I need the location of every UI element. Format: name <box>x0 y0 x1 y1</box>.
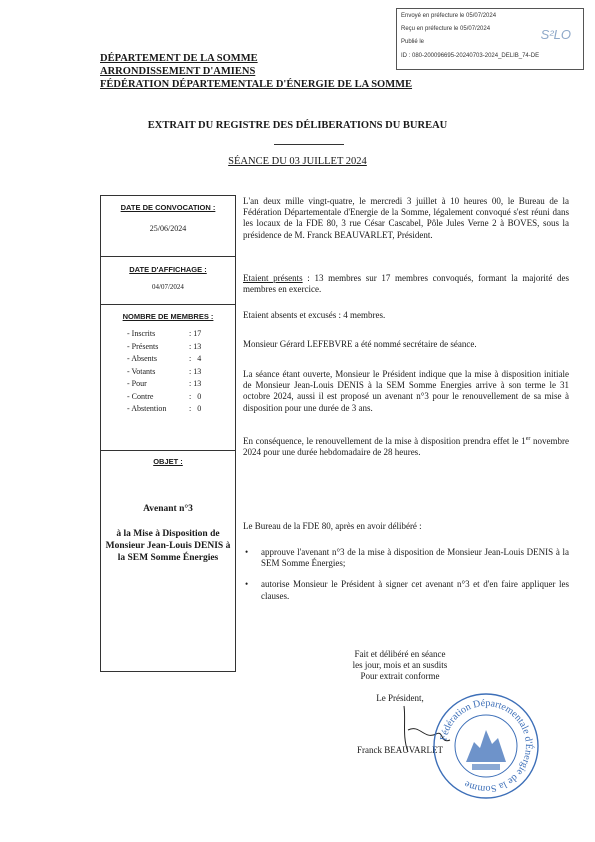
effect-text-a: En conséquence, le renouvellement de la mise à disposition prendra effet le 1 <box>243 436 526 446</box>
intro-paragraph: L'an deux mille vingt-quatre, le mercredi 3 juillet à 10 heures 00, le Bureau de la Fédération Départementale d'Energie de la Somme, légalement convoqué s'est réuni dans les locaux de la FDE 80, 3 rue César Cascabel, Pôle Jules Verne 2 à BOVES, sous la présidence de M. Franck BEAUVARLET, Président. <box>243 196 569 240</box>
president-name: Franck BEAUVARLET <box>356 745 444 755</box>
info-panel <box>100 195 236 672</box>
membre-count-label: - Abstention <box>127 404 167 413</box>
affichage-label: DATE D'AFFICHAGE : <box>129 265 207 274</box>
membre-count-value: : 17 <box>189 329 202 338</box>
stamp-sent: Envoyé en préfecture le 05/07/2024 <box>401 13 497 19</box>
absents-paragraph: Etaient absents et excusés : 4 membres. <box>243 310 386 320</box>
signature-role: Le Président, <box>376 692 424 703</box>
signature-line1: Fait et délibéré en séance <box>354 649 446 659</box>
stamp-id: ID : 080-200096695-20240703-2024_DELIB_74-DE <box>401 53 540 59</box>
membre-count-label: - Présents <box>127 341 159 351</box>
membre-count-value: : 0 <box>189 391 202 401</box>
prefecture-stamp <box>396 8 584 70</box>
membres-box <box>101 305 235 451</box>
convocation-date: 25/06/2024 <box>149 224 187 233</box>
membre-count-value: : 13 <box>189 366 202 376</box>
objet-label: OBJET : <box>153 457 183 466</box>
document-title: EXTRAIT DU REGISTRE DES DÉLIBERATIONS DU BUREAU <box>147 120 448 131</box>
context-paragraph: La séance étant ouverte, Monsieur le Président indique que la mise à disposition initiale de Monsieur Jean-Louis DENIS à la SEM Somme Energies arrive à son terme le 31 octobre 2024, aussi il est proposé un avenant n°3 pour le renouvellement de sa mise à disposition pour une durée de 3 ans. <box>243 369 569 413</box>
membres-label: NOMBRE DE MEMBRES : <box>122 312 214 321</box>
objet-box <box>101 451 235 671</box>
federation-seal <box>432 692 540 800</box>
convocation-label: DATE DE CONVOCATION : <box>120 203 216 212</box>
membre-count-value: : 0 <box>189 404 202 413</box>
convocation-box <box>101 196 235 257</box>
signature-line3: Pour extrait conforme <box>360 671 440 682</box>
stamp-received: Reçu en préfecture le 05/07/2024 <box>401 26 491 32</box>
decision-item: • approuve l'avenant n°3 de la mise à disposition de Monsieur Jean-Louis DENIS à la SEM Somme Énergies; <box>243 547 569 569</box>
objet-description: à la Mise à Disposition de Monsieur Jean-Louis DENIS à la SEM Somme Énergies <box>105 529 231 563</box>
membre-count-label: - Absents <box>127 354 157 363</box>
membre-count-value: : 13 <box>189 379 202 388</box>
header-arrondissement: ARRONDISSEMENT D'AMIENS <box>100 66 256 77</box>
affichage-date: 04/07/2024 <box>152 283 184 291</box>
decision-item: • autorise Monsieur le Président à signer cet avenant n°3 et d'en faire appliquer les clauses. <box>243 579 569 601</box>
stamp-published: Publié le <box>401 39 425 45</box>
document-header <box>100 52 412 91</box>
membre-count-label: - Inscrits <box>127 329 156 338</box>
effect-paragraph <box>243 434 569 458</box>
header-department: DÉPARTEMENT DE LA SOMME <box>100 53 258 64</box>
membre-count-label: - Contre <box>127 391 154 401</box>
effect-text-b: novembre 2024 pour une durée hebdomadaire de 28 heures. <box>243 436 569 458</box>
presents-paragraph <box>243 273 569 295</box>
decisions-list <box>243 547 569 612</box>
affichage-box <box>101 257 235 305</box>
signature-line2: les jour, mois et an susdits <box>352 660 448 671</box>
presents-text: : 13 membres sur 17 membres convoqués, formant la majorité des membres en exercice. <box>243 273 569 295</box>
membre-count-value: : 13 <box>189 341 202 351</box>
presents-label: Etaient présents <box>243 273 303 283</box>
membre-count-label: - Pour <box>127 379 147 388</box>
header-federation: FÉDÉRATION DÉPARTEMENTALE D'ÉNERGIE DE LA SOMME <box>100 79 413 90</box>
divider <box>274 144 344 145</box>
membre-count-label: - Votants <box>127 366 156 376</box>
svg-text:Fédération Départementale d'Én: Fédération Départementale d'Énergie de la Somme <box>438 697 535 795</box>
membre-count-value: : 4 <box>189 354 202 363</box>
secretaire-paragraph: Monsieur Gérard LEFEBVRE a été nommé secrétaire de séance. <box>243 339 477 349</box>
effect-sup: er <box>525 436 531 442</box>
objet-avenant: Avenant n°3 <box>143 504 193 514</box>
deliberation-paragraph: Le Bureau de la FDE 80, après en avoir délibéré : <box>243 521 422 531</box>
slo-logo: S²LO <box>540 27 571 42</box>
seance-title: SÉANCE DU 03 JUILLET 2024 <box>228 156 367 167</box>
